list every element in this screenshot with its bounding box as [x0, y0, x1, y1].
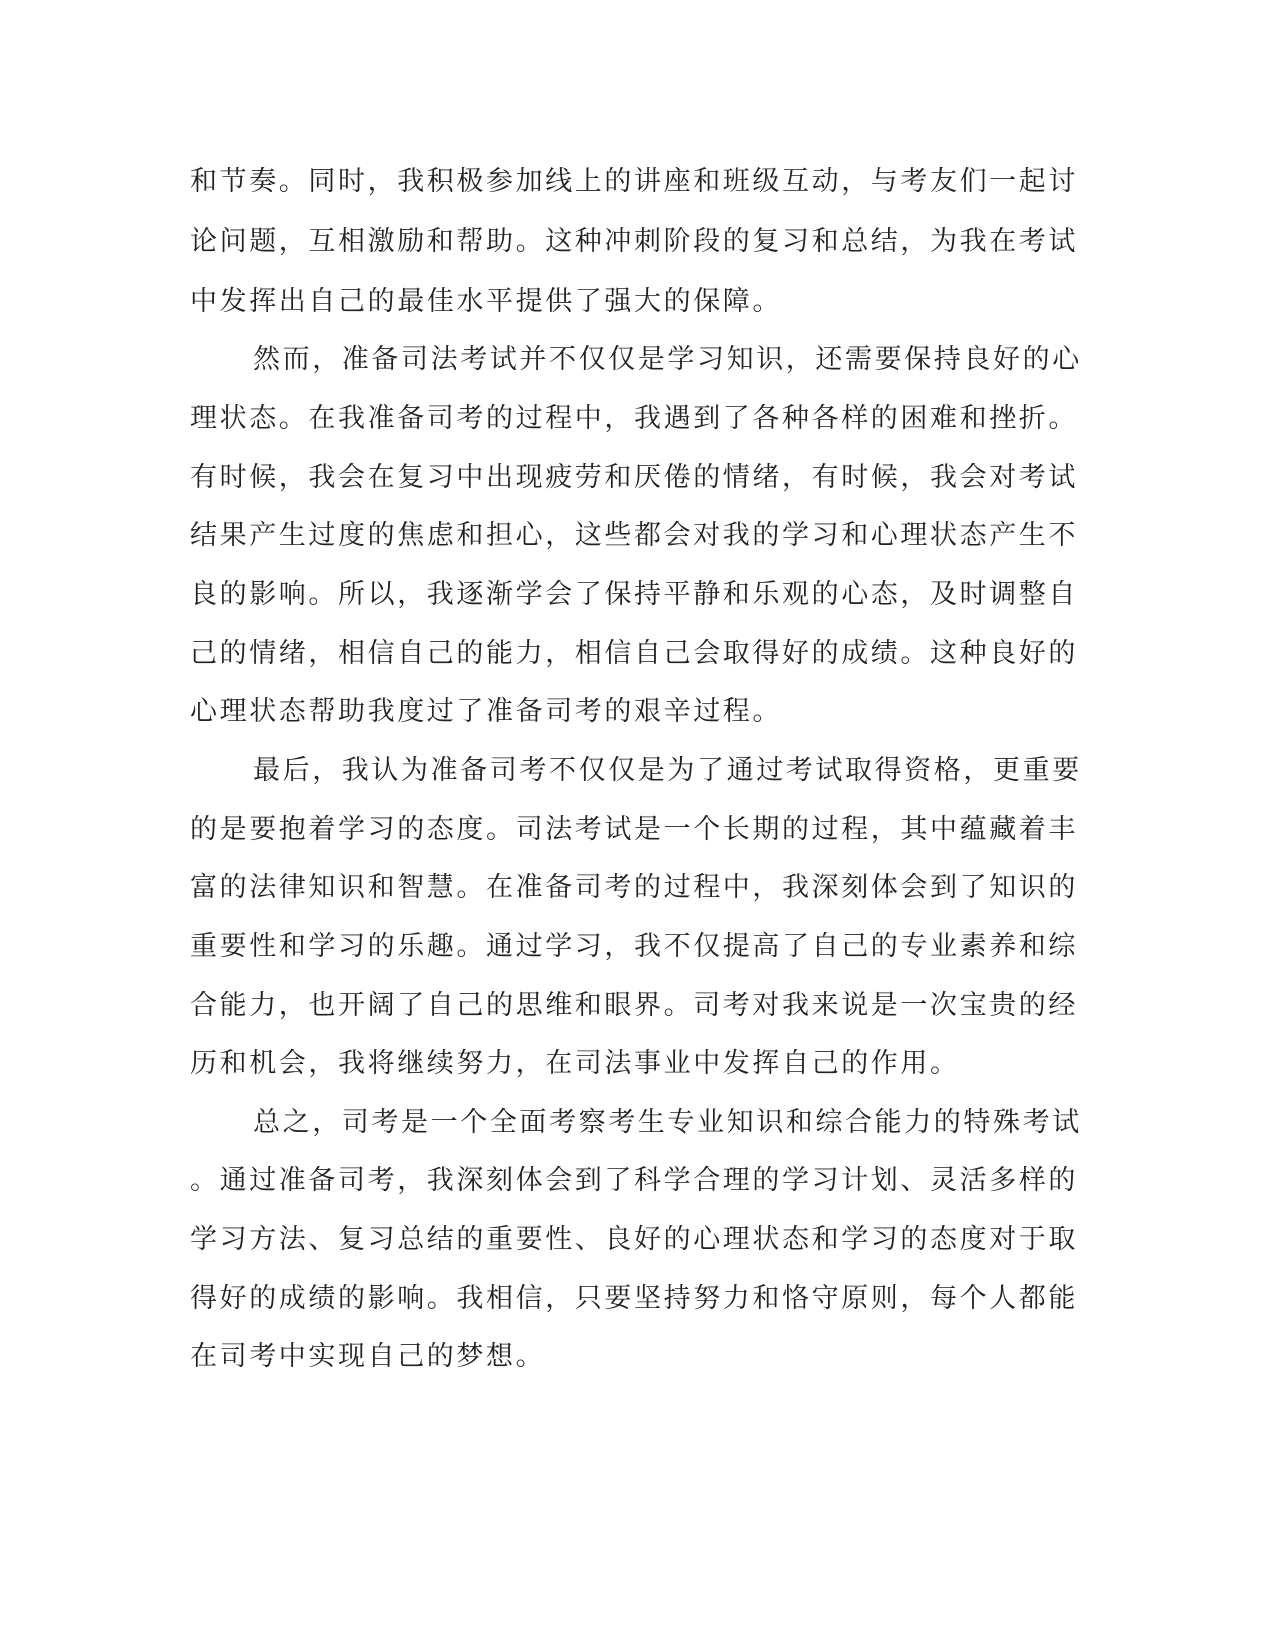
text-line: 重要性和学习的乐趣。通过学习，我不仅提高了自己的专业素养和综 [190, 931, 1078, 962]
text-line: 富的法律知识和智慧。在准备司考的过程中，我深刻体会到了知识的 [190, 872, 1078, 903]
text-line: 。通过准备司考，我深刻体会到了科学合理的学习计划、灵活多样的 [190, 1165, 1078, 1196]
text-line: 己的情绪，相信自己的能力，相信自己会取得好的成绩。这种良好的 [190, 638, 1078, 669]
text-line: 历和机会，我将继续努力，在司法事业中发挥自己的作用。 [190, 1048, 960, 1079]
text-line: 的是要抱着学习的态度。司法考试是一个长期的过程，其中蕴藏着丰 [190, 814, 1078, 845]
text-line: 有时候，我会在复习中出现疲劳和厌倦的情绪，有时候，我会对考试 [190, 462, 1078, 493]
text-line: 中发挥出自己的最佳水平提供了强大的保障。 [190, 286, 782, 317]
paragraph-start-line: 然而，准备司法考试并不仅仅是学习知识，还需要保持良好的心 [253, 344, 1082, 375]
paragraph-start-line: 最后，我认为准备司考不仅仅是为了通过考试取得资格，更重要 [253, 755, 1082, 786]
text-line: 良的影响。所以，我逐渐学会了保持平静和乐观的心态，及时调整自 [190, 579, 1078, 610]
text-line: 心理状态帮助我度过了准备司考的艰辛过程。 [190, 696, 782, 727]
text-line: 学习方法、复习总结的重要性、良好的心理状态和学习的态度对于取 [190, 1224, 1078, 1255]
text-line: 结果产生过度的焦虑和担心，这些都会对我的学习和心理状态产生不 [190, 520, 1078, 551]
text-line: 论问题，互相激励和帮助。这种冲刺阶段的复习和总结，为我在考试 [190, 226, 1078, 257]
text-line: 在司考中实现自己的梦想。 [190, 1341, 546, 1372]
text-line: 得好的成绩的影响。我相信，只要坚持努力和恪守原则，每个人都能 [190, 1283, 1078, 1314]
text-line: 和节奏。同时，我积极参加线上的讲座和班级互动，与考友们一起讨 [190, 166, 1078, 197]
text-line: 理状态。在我准备司考的过程中，我遇到了各种各样的困难和挫折。 [190, 403, 1078, 434]
paragraph-start-line: 总之，司考是一个全面考察考生专业知识和综合能力的特殊考试 [253, 1107, 1082, 1138]
text-line: 合能力，也开阔了自己的思维和眼界。司考对我来说是一次宝贵的经 [190, 990, 1078, 1021]
